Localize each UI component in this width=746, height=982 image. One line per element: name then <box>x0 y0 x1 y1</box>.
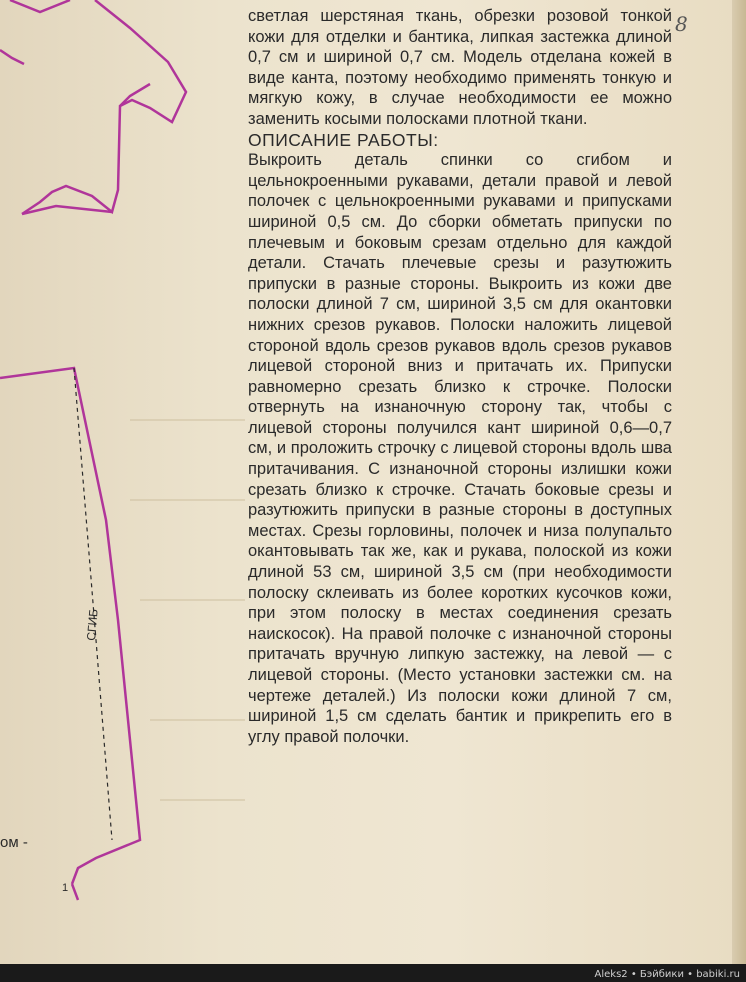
bleed-through-lines <box>130 420 245 800</box>
instructions-paragraph: Выкроить деталь спинки со сгибом и цельнокроенными рукавами, детали правой и левой полочек с цельнокроенными рукавами и припусками шириной 0,5 см. До сборки обметать припуски по плечевым и боковым срезам отдельно для каждой детали. Стачать плечевые срезы и разутюжить припуски в разные стороны. Выкроить из кожи две полоски длиной 7 см, шириной 3,5 см для окантовки нижних срезов рукавов. Полоски наложить лицевой стороной вдоль срезов рукавов вдоль срезов рукавов лицевой стороной вниз и притачать их. Припуски равномерно срезать близко к строчке. Полоски отвернуть на изнаночную сторону так, чтобы с лицевой стороны получился кант шириной 0,6—0,7 см, и проложить строчку с лицевой стороны вдоль шва притачивания. С изнаночной стороны излишки кожи срезать близко к строчке. Стачать боковые срезы и разутюжить припуски в разные стороны в доступных местах. Срезы горловины, полочек и низа полупальто окантовывать так же, как и рукава, полоской из кожи длиной 53 см, шириной 3,5 см (при необходимости полоску склеивать из более коротких кусочков кожи, при этом полоску в местах соединения срезать наискосок). На правой полочке с изнаночной стороны притачать вручную липкую застежку, на левой — с лицевой стороны. (Место установки застежки см. на чертеже деталей.) Из полоски кожи длиной 7 см, шириной 1,5 см сделать бантик и прикрепить его в углу правой полочки. <box>248 151 672 746</box>
pattern-piece-back <box>0 368 140 900</box>
page-edge-shadow <box>732 0 746 964</box>
watermark: Aleks2 • Бэйбики • babiki.ru <box>594 969 740 980</box>
coat-collar-line <box>10 0 70 12</box>
pattern-mark: 1 <box>62 882 69 894</box>
coat-hem-line <box>22 206 112 214</box>
fold-line <box>74 368 112 840</box>
coat-sketch <box>0 0 186 214</box>
page-number: 8 <box>675 12 688 36</box>
bottom-bar <box>0 964 746 982</box>
article-text <box>248 6 672 747</box>
fold-dashed-line <box>74 368 112 840</box>
side-label: ом - <box>0 834 28 851</box>
coat-outline <box>22 0 186 214</box>
section-heading: ОПИСАНИЕ РАБОТЫ: <box>248 129 439 150</box>
fold-label: СГИБ <box>84 608 101 642</box>
coat-sleeve-line <box>0 50 24 64</box>
materials-paragraph: светлая шерстяная ткань, обрезки розовой тонкой кожи для отделки и бантика, липкая застежка длиной 0,7 см и шириной 0,7 см. Модель отделана кожей в виде канта, поэтому необходимо применять тонкую и мягкую кожу, в случае необходимости ее можно заменить косыми полосками плотной ткани. <box>248 7 672 128</box>
pattern-hem-corner <box>72 884 78 900</box>
pattern-edge <box>0 368 140 884</box>
